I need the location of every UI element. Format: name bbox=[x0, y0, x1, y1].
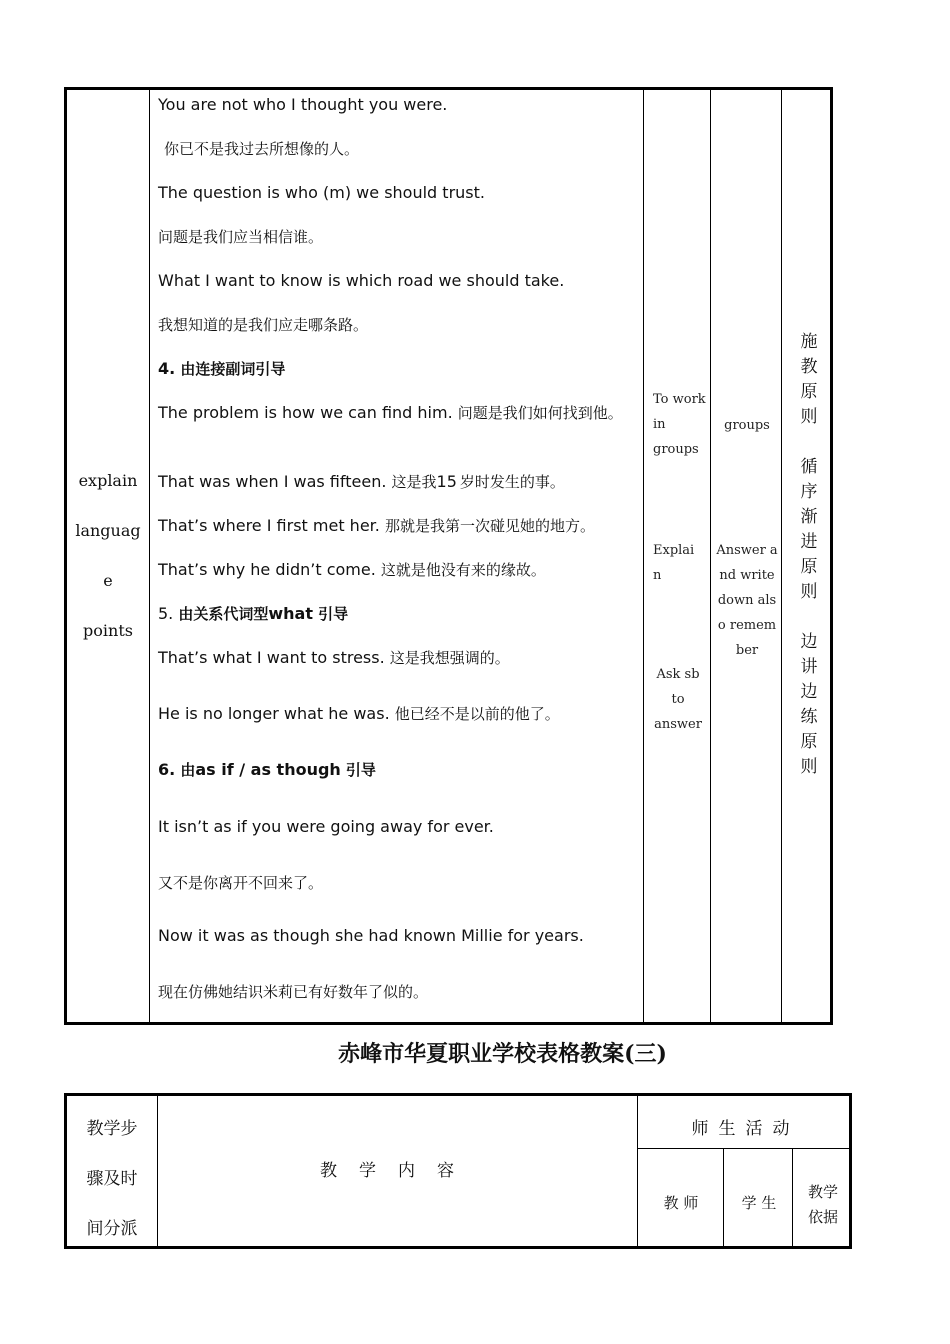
basis-char: 原 bbox=[800, 732, 818, 752]
step-label bbox=[75, 456, 140, 656]
section-number: 5. bbox=[158, 604, 174, 623]
activity-label: 师生活动 bbox=[691, 1119, 800, 1139]
example-line bbox=[158, 471, 638, 493]
example-translation: 这是我想强调的。 bbox=[389, 649, 510, 667]
example-sentence: That’s why he didn’t come. bbox=[158, 560, 376, 579]
example-sentence: That was when I was fifteen. bbox=[158, 472, 387, 491]
step-label-line: explain bbox=[78, 471, 138, 490]
student-label: 学 生 bbox=[741, 1194, 777, 1212]
basis-char: 循 bbox=[800, 457, 818, 477]
section-keyword: as if / as though bbox=[195, 760, 341, 779]
example-sentence: It isn’t as if you were going away for ever. bbox=[158, 817, 494, 836]
example-translation: 这就是他没有来的缘故。 bbox=[380, 561, 546, 579]
example-translation: 我想知道的是我们应走哪条路。 bbox=[158, 316, 369, 334]
teaching-basis bbox=[789, 330, 829, 780]
section-title: 赤峰市华夏职业学校表格教案(三) bbox=[338, 1041, 667, 1067]
step-cell bbox=[67, 90, 149, 1022]
basis-char: 则 bbox=[800, 407, 818, 427]
step-time-line: 骤及时 bbox=[86, 1169, 138, 1189]
teacher-label: 教 师 bbox=[663, 1194, 699, 1212]
example-line bbox=[158, 647, 638, 669]
basis-char: 则 bbox=[800, 757, 818, 777]
teacher-activity: To work in groups bbox=[653, 392, 706, 457]
example-line bbox=[158, 559, 638, 581]
example-sentence: What I want to know is which road we should take. bbox=[158, 271, 565, 290]
basis-char: 教 bbox=[800, 357, 818, 377]
basis-char: 练 bbox=[800, 707, 818, 727]
example-translation: 问题是我们如何找到他。 bbox=[457, 404, 623, 422]
step-time-line: 间分派 bbox=[86, 1219, 138, 1239]
basis-char: 进 bbox=[800, 532, 818, 552]
example-sentence: Now it was as though she had known Millie for years. bbox=[158, 926, 584, 945]
example-number: 15 bbox=[436, 472, 457, 491]
section-heading-text: 由 bbox=[180, 761, 196, 779]
example-sentence: That’s where I first met her. bbox=[158, 516, 380, 535]
section-heading-text: 由关系代词型 bbox=[178, 605, 269, 623]
example-sentence: The question is who (m) we should trust. bbox=[158, 183, 485, 202]
basis-char: 施 bbox=[800, 332, 818, 352]
basis-char: 则 bbox=[800, 582, 818, 602]
example-translation: 又不是你离开不回来了。 bbox=[158, 874, 324, 892]
basis-char: 原 bbox=[800, 382, 818, 402]
teacher-activity: Ask sb to answer bbox=[654, 667, 702, 732]
section-heading-text: 由连接副词引导 bbox=[180, 360, 286, 378]
student-activity: groups bbox=[724, 418, 770, 433]
basis-label bbox=[794, 1180, 852, 1230]
example-sentence: You are not who I thought you were. bbox=[158, 95, 448, 114]
section-keyword: what bbox=[268, 604, 313, 623]
content-label: 教学内容 bbox=[320, 1161, 476, 1181]
section-heading-text: 引导 bbox=[318, 605, 349, 623]
step-label-line: points bbox=[83, 621, 133, 640]
header-table bbox=[64, 1093, 852, 1249]
example-line bbox=[158, 515, 638, 537]
section-heading-text: 引导 bbox=[345, 761, 376, 779]
teacher-activity: Explain bbox=[653, 543, 695, 583]
student-activity: Answer and write down also remember bbox=[716, 543, 778, 658]
step-time-line: 教学步 bbox=[86, 1119, 138, 1139]
step-time-label bbox=[67, 1104, 157, 1254]
section-number: 6. bbox=[158, 760, 176, 779]
example-line bbox=[158, 703, 638, 725]
basis-char: 边 bbox=[800, 682, 818, 702]
example-translation: 岁时发生的事。 bbox=[459, 473, 565, 491]
example-translation: 他已经不是以前的他了。 bbox=[394, 705, 560, 723]
basis-char: 边 bbox=[800, 632, 818, 652]
step-label-line: languag bbox=[75, 521, 141, 540]
section-heading-4 bbox=[158, 358, 638, 380]
example-sentence: He is no longer what he was. bbox=[158, 704, 390, 723]
section-number: 4. bbox=[158, 359, 176, 378]
basis-label-line: 教学 bbox=[807, 1183, 838, 1201]
basis-char: 渐 bbox=[800, 507, 818, 527]
section-heading-5 bbox=[158, 603, 638, 625]
basis-char: 原 bbox=[800, 557, 818, 577]
step-label-line: e bbox=[103, 571, 113, 590]
example-line bbox=[158, 402, 628, 424]
example-translation: 问题是我们应当相信谁。 bbox=[158, 228, 324, 246]
basis-label-line: 依据 bbox=[807, 1208, 838, 1226]
example-translation: 现在仿佛她结识米莉已有好数年了似的。 bbox=[158, 983, 429, 1001]
example-translation: 那就是我第一次碰见她的地方。 bbox=[384, 517, 595, 535]
basis-char: 讲 bbox=[800, 657, 818, 677]
section-heading-6 bbox=[158, 759, 638, 781]
example-translation: 这是我 bbox=[391, 473, 437, 491]
example-translation: 你已不是我过去所想像的人。 bbox=[164, 140, 360, 158]
basis-char: 序 bbox=[800, 482, 818, 502]
example-sentence: That’s what I want to stress. bbox=[158, 648, 385, 667]
lesson-table bbox=[64, 87, 833, 1025]
example-sentence: The problem is how we can find him. bbox=[158, 403, 453, 422]
